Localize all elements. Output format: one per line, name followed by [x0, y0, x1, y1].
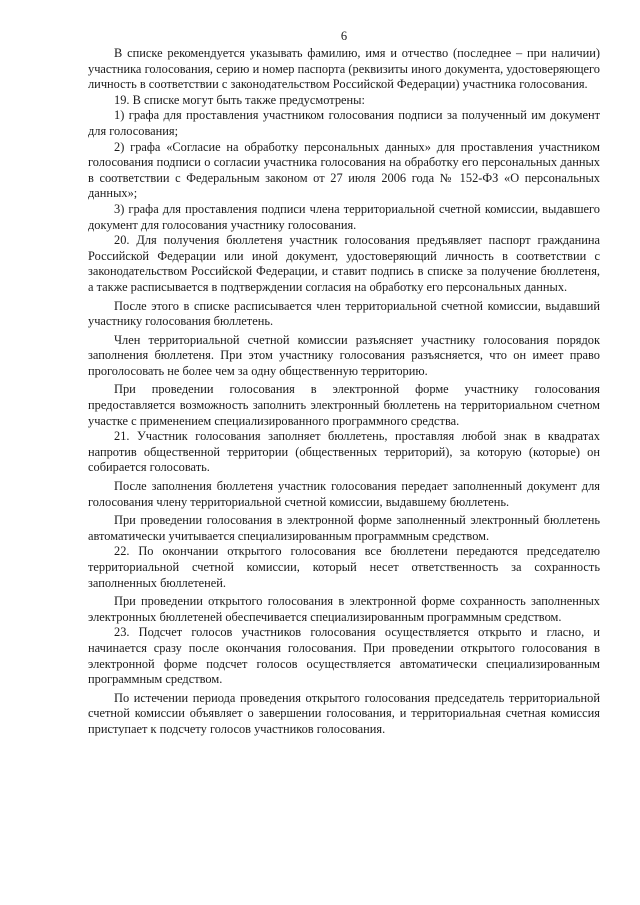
- paragraph-21: 21. Участник голосования заполняет бюллетень, проставляя любой знак в квадратах напротив общественной территории (общественных территорий), за которую (которые) он собирается голосовать.: [88, 429, 600, 475]
- paragraph-21-electronic: При проведении голосования в электронной форме заполненный электронный бюллетень автоматически учитывается специализированным программным средством.: [88, 513, 600, 543]
- document-page: [88, 28, 600, 738]
- page-number: 6: [340, 29, 348, 43]
- paragraph-19-intro: 19. В списке могут быть также предусмотрены:: [114, 92, 365, 107]
- paragraph-22: 22. По окончании открытого голосования все бюллетени передаются председателю территориальной счетной комиссии, который несет ответственность за сохранность заполненных бюллетеней.: [88, 544, 600, 590]
- paragraph-19-item-2: 2) графа «Согласие на обработку персональных данных» для проставления участником голосования подписи о согласии участника голосования на обработку его персональных данных в соответствии с Федеральным законом от 27 июля 2006 года № 152-ФЗ «О персональных данных»;: [88, 139, 600, 201]
- paragraph-22-electronic: При проведении открытого голосования в электронной форме сохранность заполненных электронных бюллетеней обеспечивается специализированным программным средством.: [88, 594, 600, 624]
- paragraph-23-completion: По истечении периода проведения открытого голосования председатель территориальной счетной комиссии объявляет о завершении голосования, и территориальная счетная комиссия приступает к подсчету голосов участников голосования.: [88, 690, 600, 736]
- paragraph-list-recommendation: В списке рекомендуется указывать фамилию, имя и отчество (последнее – при наличии) участника голосования, серию и номер паспорта (реквизиты иного документа, удостоверяющего личность в соответствии с законодательством Российской Федерации) участника голосования.: [88, 46, 600, 92]
- paragraph-21-submission: После заполнения бюллетеня участник голосования передает заполненный документ для голосования члену территориальной счетной комиссии, выдавшему бюллетень.: [88, 479, 600, 509]
- paragraph-23: 23. Подсчет голосов участников голосования осуществляется открыто и гласно, и начинается сразу после окончания голосования. При проведении открытого голосования в электронной форме подсчет голосов осуществляется автоматически специализированным программным средством.: [88, 625, 600, 687]
- paragraph-20: 20. Для получения бюллетеня участник голосования предъявляет паспорт гражданина Российской Федерации или иной документ, удостоверяющий личность в соответствии с законодательством Российской Федерации, и ставит подпись в списке за получение бюллетеня, а также расписывается в подтверждении согласия на обработку его персональных данных.: [88, 233, 600, 294]
- paragraph-20-signature: После этого в списке расписывается член территориальной счетной комиссии, выдавший участнику голосования бюллетень.: [88, 298, 600, 329]
- paragraph-20-electronic: При проведении голосования в электронной форме участнику голосования предоставляется возможность заполнить электронный бюллетень на территориальном счетном участке с применением специализированного программного средства.: [88, 382, 600, 428]
- paragraph-19-item-3: 3) графа для проставления подписи члена территориальной счетной комиссии, выдавшего документ для голосования участнику голосования.: [88, 201, 600, 232]
- paragraph-20-explanation: Член территориальной счетной комиссии разъясняет участнику голосования порядок заполнения бюллетеня. При этом участнику голосования разъясняется, что он имеет право проголосовать не более чем за одну общественную территорию.: [88, 332, 600, 378]
- paragraph-19-item-1: 1) графа для проставления участником голосования подписи за полученный им документ для голосования;: [88, 108, 600, 138]
